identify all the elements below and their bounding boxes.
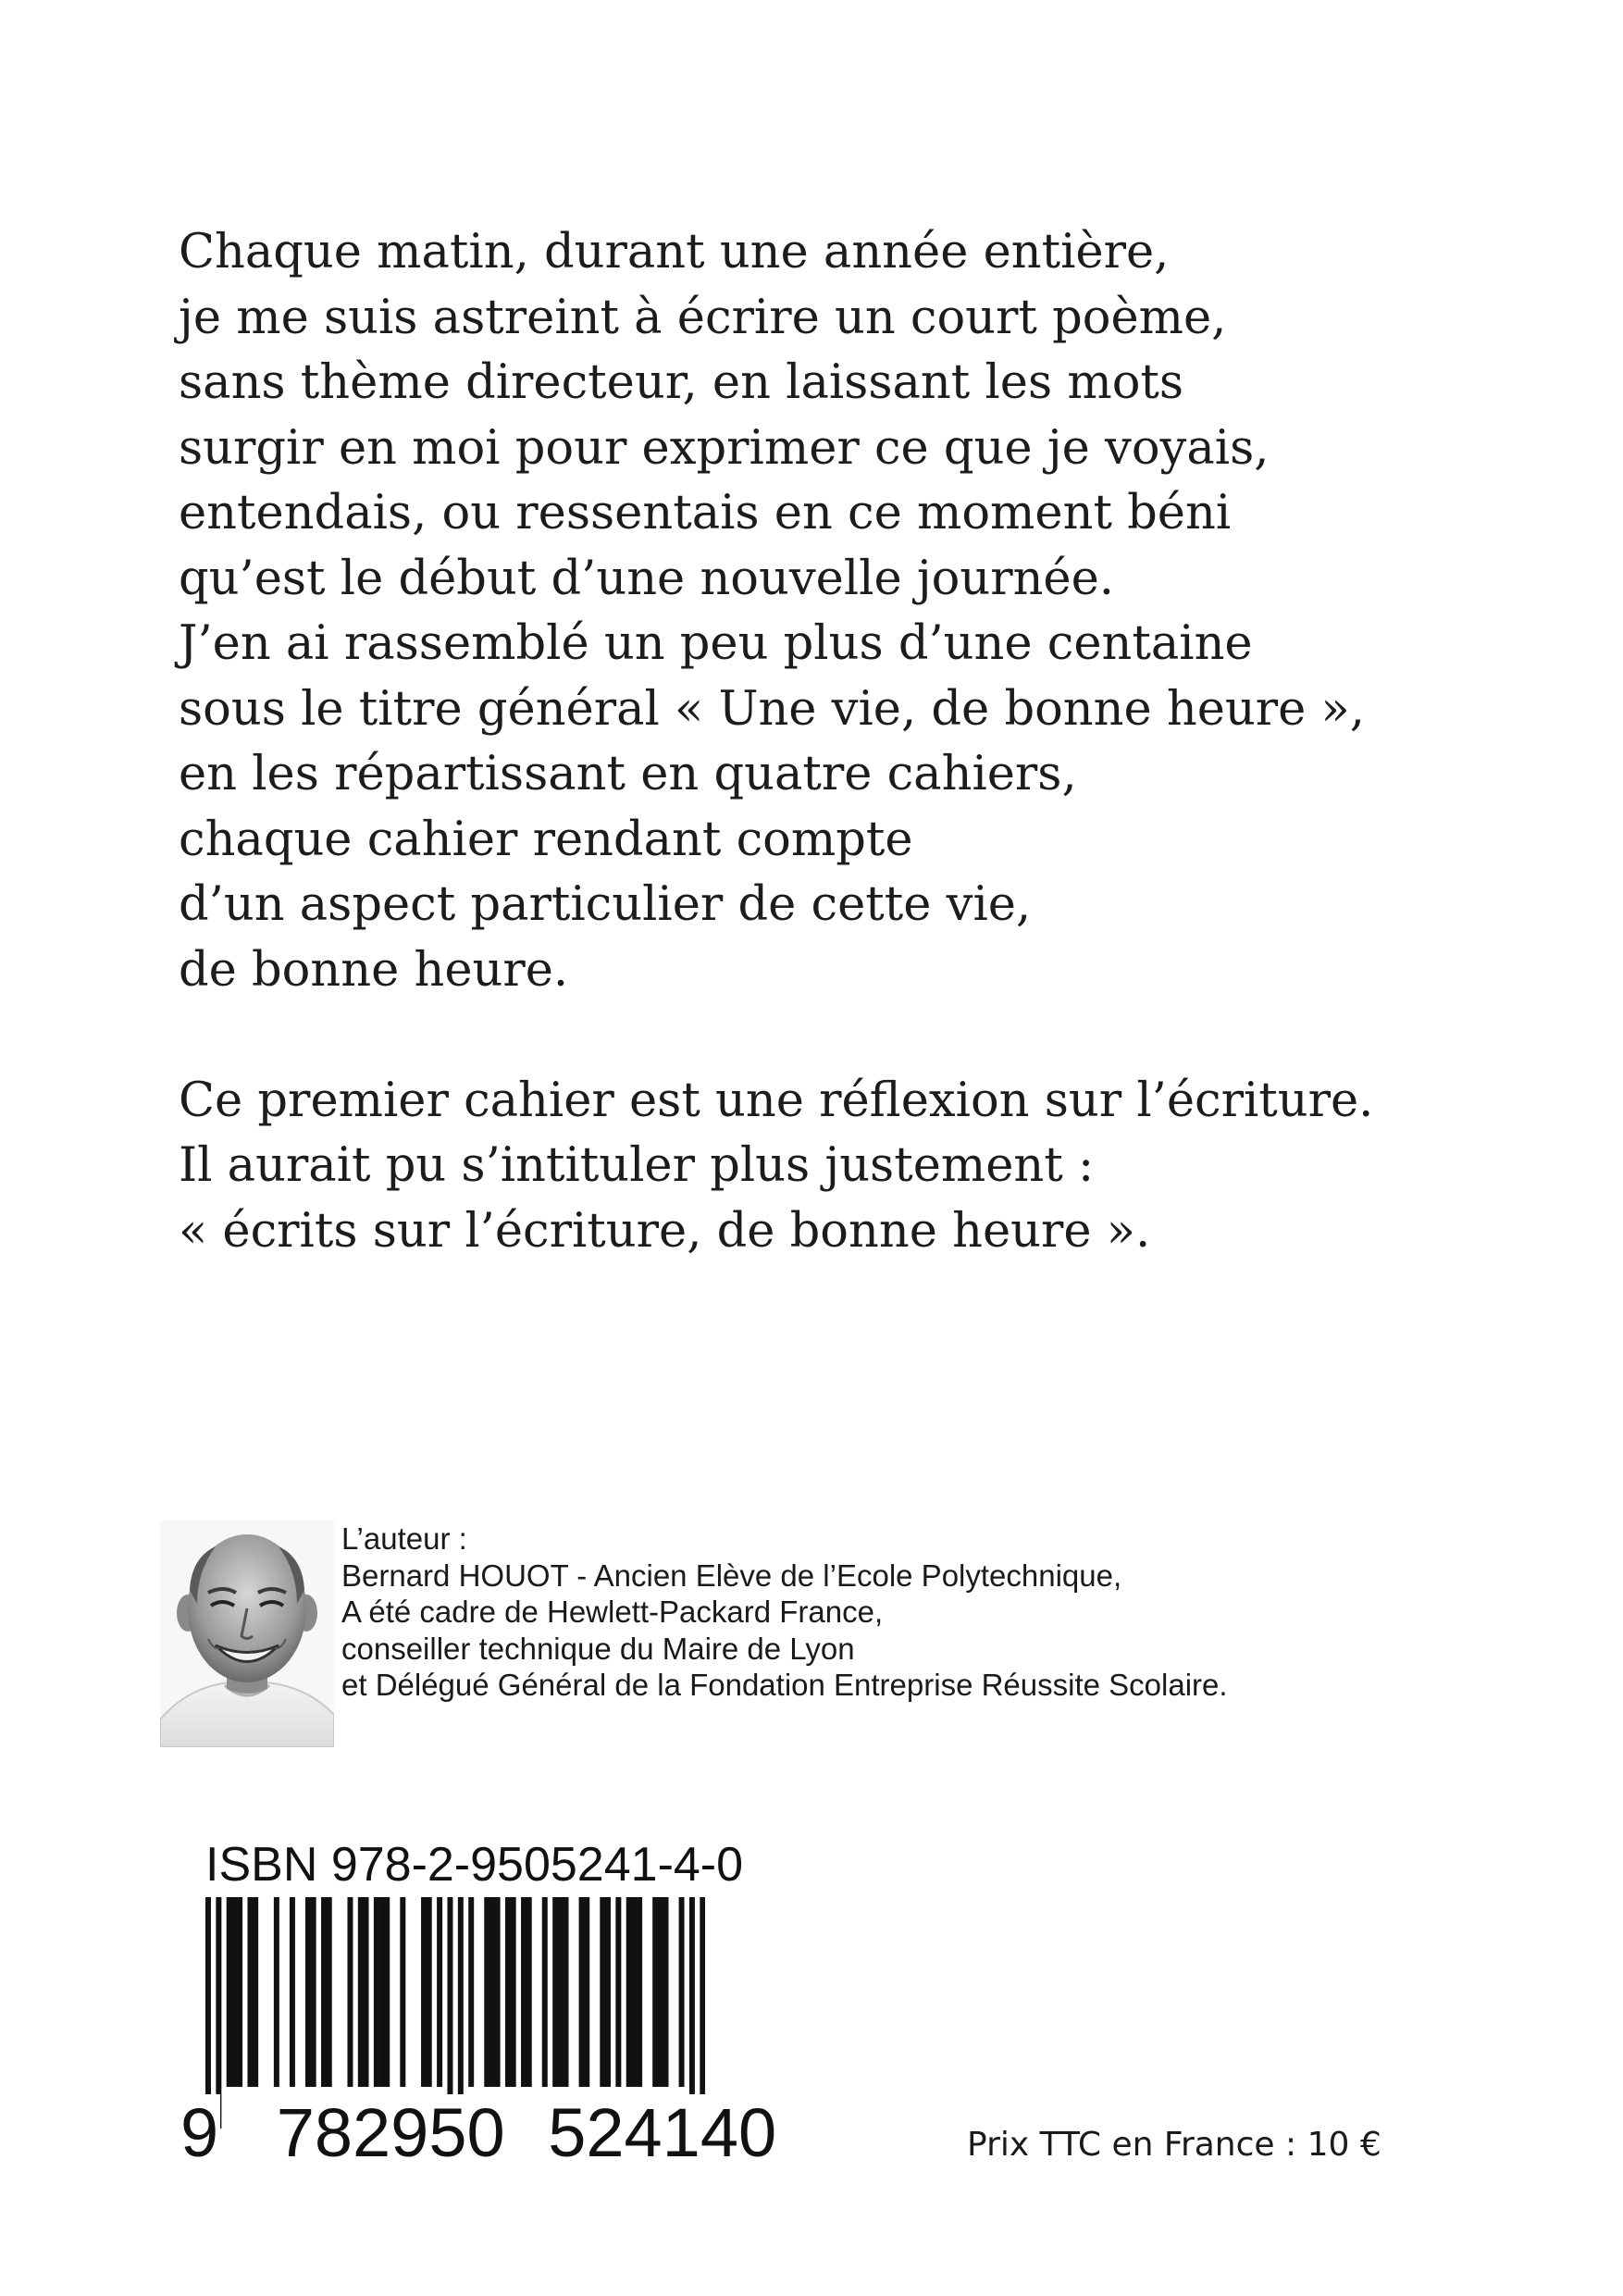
author-portrait-drawing <box>160 1520 334 1747</box>
poem-line: je me suis astreint à écrire un court poème, <box>179 290 1227 345</box>
barcode-bar <box>626 1897 632 2087</box>
barcode-bar <box>495 1897 501 2087</box>
author-bio <box>341 1520 1228 1704</box>
barcode-bar <box>468 1897 474 2087</box>
isbn-label: ISBN 978-2-9505241-4-0 <box>205 1838 744 1892</box>
barcode-bar <box>437 1897 442 2087</box>
barcode-bar <box>364 1897 369 2087</box>
barcode-bar <box>631 1897 637 2087</box>
barcode-bar <box>484 1897 489 2087</box>
author-portrait-icon <box>160 1520 334 1747</box>
poem-line: « écrits sur l’écriture, de bonne heure ». <box>179 1203 1151 1259</box>
barcode-bar <box>564 1897 569 2087</box>
barcode-bar <box>379 1897 385 2087</box>
barcode-bar <box>552 1897 558 2087</box>
poem-line: entendais, ou ressentais en ce moment béni <box>179 486 1232 540</box>
author-heading: L’auteur : <box>341 1521 467 1556</box>
barcode-bar <box>637 1897 642 2087</box>
barcode-digits-right: 524140 <box>548 2094 777 2171</box>
author-bio-line: et Délégué Général de la Fondation Entreprise Réussite Scolaire. <box>341 1668 1228 1702</box>
barcode-bar <box>658 1897 663 2087</box>
barcode-bar <box>358 1897 364 2087</box>
barcode-bar <box>227 1897 232 2087</box>
barcode-bar <box>311 1897 316 2087</box>
poem-line: sans thème directeur, en laissant les mots <box>179 355 1184 410</box>
barcode-bar <box>511 1897 516 2087</box>
barcode-bar <box>421 1897 427 2087</box>
poem-line: en les répartissant en quatre cahiers, <box>179 747 1077 801</box>
poem-line: Chaque matin, durant une année entière, <box>179 225 1170 279</box>
poem-line: sous le titre général « Une vie, de bonne heure », <box>179 681 1365 737</box>
barcode-bar <box>305 1897 311 2087</box>
barcode-bar <box>652 1897 658 2087</box>
barcode-bar <box>584 1897 589 2087</box>
barcode-bar <box>605 1897 611 2087</box>
barcode-bar <box>321 1897 327 2087</box>
barcode-bar <box>521 1897 527 2087</box>
barcode-bar <box>527 1897 532 2087</box>
author-bio-line: A été cadre de Hewlett-Packard France, <box>341 1595 884 1629</box>
barcode-bar <box>427 1897 432 2087</box>
barcode-bar <box>290 1897 295 2087</box>
poem-line: chaque cahier rendant compte <box>179 812 913 867</box>
barcode-bar <box>237 1897 242 2087</box>
author-bio-line: conseiller technique du Maire de Lyon <box>341 1631 855 1666</box>
barcode-bar <box>327 1897 332 2087</box>
author-section <box>160 1520 1344 1747</box>
poem-line: J’en ai rassemblé un peu plus d’une centaine <box>179 616 1253 671</box>
barcode-bar <box>505 1897 511 2087</box>
barcode-digits <box>179 2096 778 2170</box>
poem-line: Il aurait pu s’intituler plus justement : <box>179 1138 1095 1193</box>
barcode-bar <box>579 1897 585 2087</box>
barcode-bar <box>615 1897 621 2087</box>
poem-line: de bonne heure. <box>179 942 569 998</box>
stanza-break <box>179 1003 1373 1069</box>
barcode-digit-first: 9 <box>180 2094 219 2171</box>
barcode-bar <box>253 1897 258 2087</box>
poem-line: surgir en moi pour exprimer ce que je voyais, <box>179 420 1270 476</box>
barcode-bar <box>247 1897 253 2087</box>
barcode-bar <box>274 1897 279 2087</box>
barcode-bar <box>679 1897 685 2087</box>
poem-line: Ce premier cahier est une réflexion sur l’écriture. <box>179 1073 1374 1128</box>
barcode-bar <box>400 1897 405 2087</box>
barcode-bar <box>489 1897 495 2087</box>
poem-line: d’un aspect particulier de cette vie, <box>179 877 1032 932</box>
price-label: Prix TTC en France : 10 € <box>967 2126 1381 2164</box>
barcode-bar <box>663 1897 669 2087</box>
barcode-bar <box>558 1897 564 2087</box>
barcode-bar <box>231 1897 237 2087</box>
barcode-bar <box>542 1897 548 2087</box>
author-bio-line: Bernard HOUOT - Ancien Elève de l’Ecole Polytechnique, <box>341 1558 1122 1593</box>
barcode-bar <box>347 1897 353 2087</box>
barcode-digits-left: 782950 <box>276 2094 505 2171</box>
poem-line: qu’est le début d’une nouvelle journée. <box>179 551 1115 606</box>
barcode-bar <box>600 1897 605 2087</box>
barcode-bar <box>384 1897 390 2087</box>
back-cover-poem <box>179 220 1373 1264</box>
barcode-bar <box>374 1897 379 2087</box>
